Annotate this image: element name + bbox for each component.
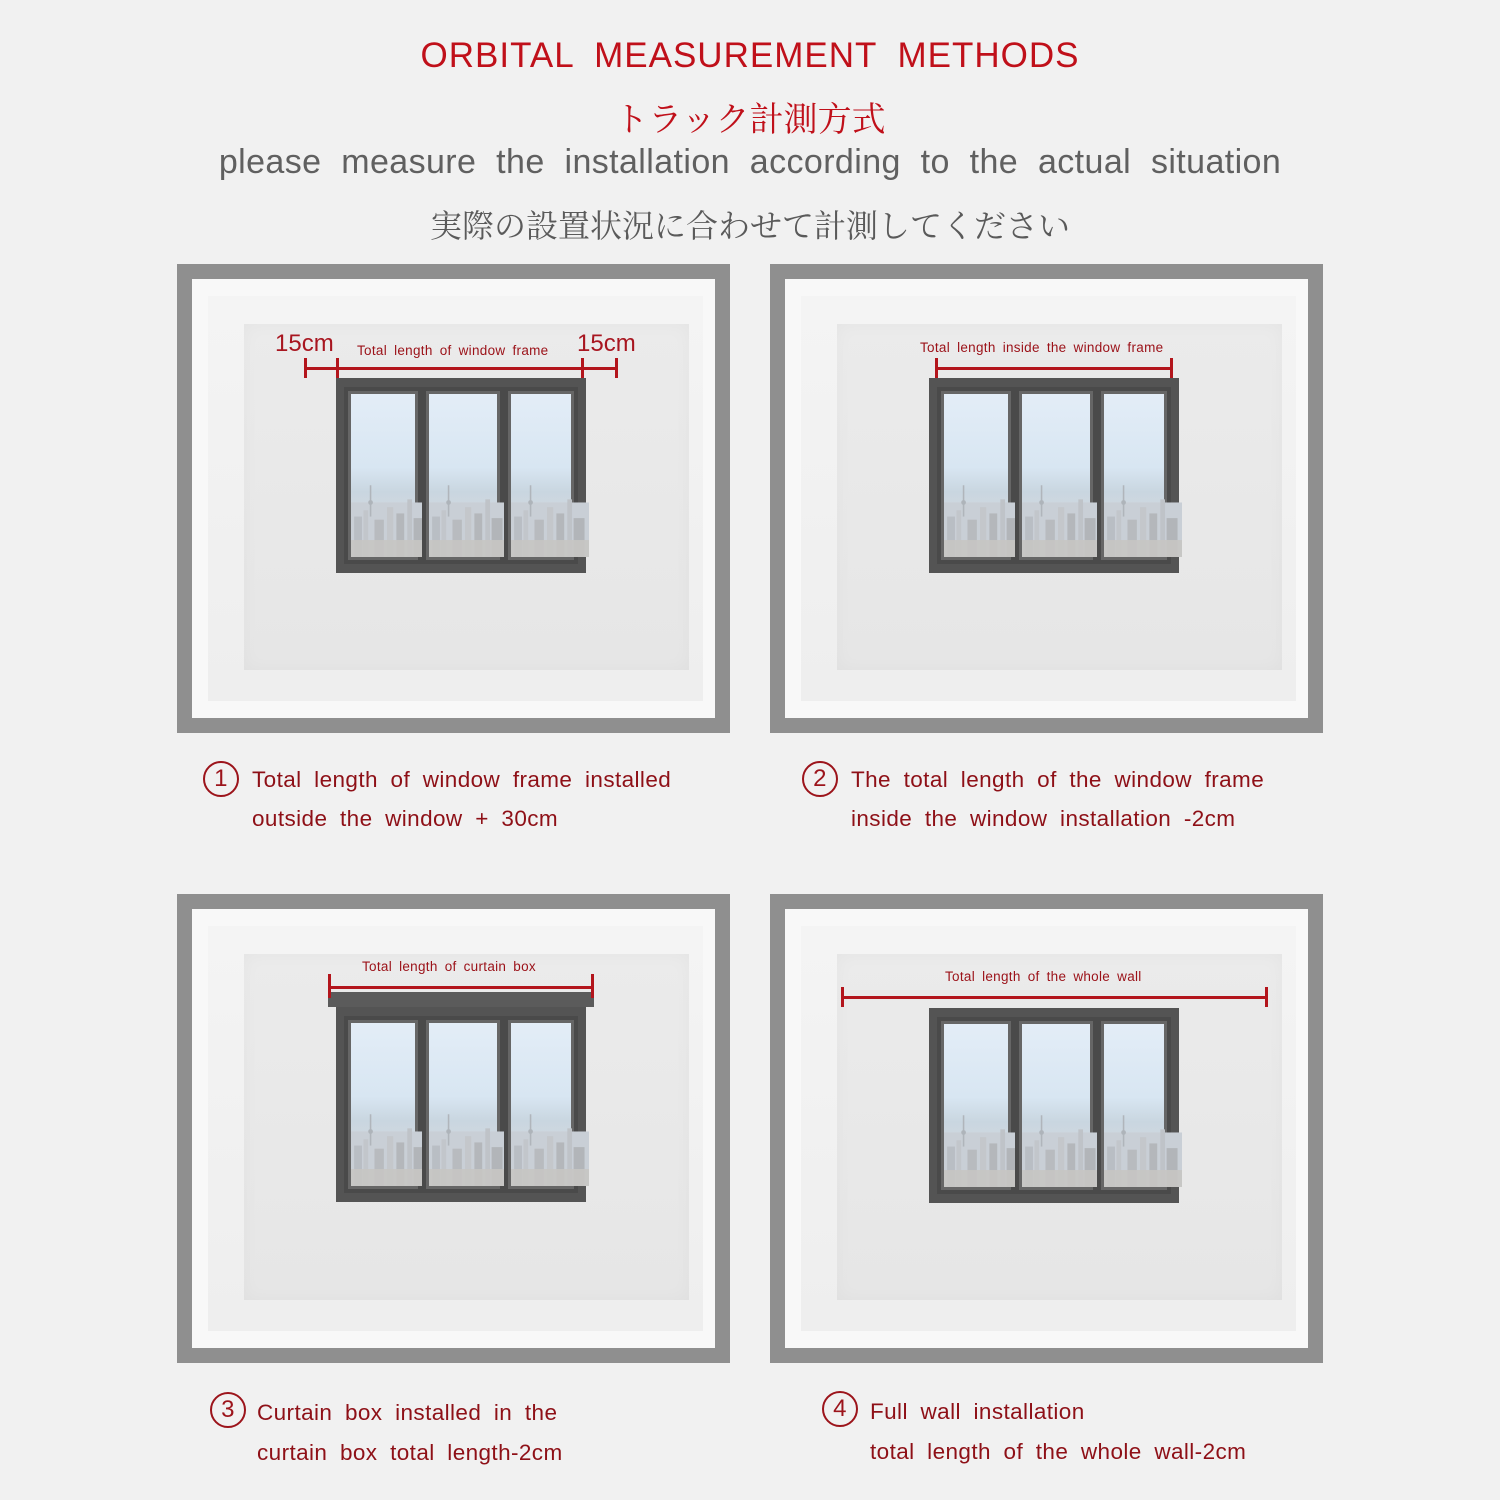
window-pane xyxy=(1015,1017,1097,1194)
window-pane xyxy=(344,387,422,564)
window-pane xyxy=(937,387,1015,564)
dimension-tick xyxy=(591,974,594,998)
diagram-panel-whole-wall xyxy=(770,894,1323,1363)
number-circle-icon: 4 xyxy=(822,1391,858,1427)
window-illustration xyxy=(336,378,586,573)
dimension-tick xyxy=(935,358,938,378)
window-illustration xyxy=(929,378,1179,573)
dimension-line xyxy=(305,367,617,370)
window-pane xyxy=(422,1016,504,1193)
page-title-japanese: トラック計測方式 xyxy=(614,100,886,140)
dimension-line xyxy=(329,986,593,989)
dimension-tick xyxy=(1170,358,1173,378)
window-illustration xyxy=(929,1008,1179,1203)
dimension-tick xyxy=(304,358,307,378)
dimension-line xyxy=(936,367,1171,370)
dimension-label: Total length of curtain box xyxy=(362,959,536,974)
dimension-tick xyxy=(841,987,844,1007)
right-margin-label: 15cm xyxy=(577,330,636,357)
number-circle-icon: 3 xyxy=(210,1392,246,1428)
caption-line: curtain box total length-2cm xyxy=(257,1440,563,1465)
page-title: ORBITAL MEASUREMENT METHODS xyxy=(420,36,1080,75)
instruction-text-japanese: 実際の設置状況に合わせて計測してください xyxy=(429,207,1070,245)
dimension-tick xyxy=(336,358,339,378)
caption-line: Full wall installation xyxy=(870,1399,1085,1424)
window-pane xyxy=(504,1016,578,1193)
dimension-tick xyxy=(328,974,331,998)
window-pane xyxy=(937,1017,1015,1194)
curtain-box xyxy=(328,992,594,1007)
caption-line: Curtain box installed in the xyxy=(257,1400,558,1425)
window-pane xyxy=(422,387,504,564)
instruction-text: please measure the installation according to the actual situation xyxy=(218,143,1282,181)
caption-line: Total length of window frame installed xyxy=(252,767,672,792)
dimension-label: Total length of window frame xyxy=(357,343,549,358)
left-margin-label: 15cm xyxy=(275,330,334,357)
dimension-label: Total length inside the window frame xyxy=(920,340,1164,355)
number-circle-icon: 2 xyxy=(802,761,838,797)
diagram-panel-curtain-box xyxy=(177,894,730,1363)
diagram-panel-inside-frame xyxy=(770,264,1323,733)
window-pane xyxy=(1097,387,1171,564)
dimension-tick xyxy=(615,358,618,378)
window-pane xyxy=(344,1016,422,1193)
number-circle-icon: 1 xyxy=(203,761,239,797)
dimension-tick xyxy=(1265,987,1268,1007)
window-pane xyxy=(1015,387,1097,564)
window-pane xyxy=(504,387,578,564)
caption-line: outside the window + 30cm xyxy=(252,806,559,831)
diagram-panel-outside-frame xyxy=(177,264,730,733)
window-illustration xyxy=(336,1007,586,1202)
caption-line: The total length of the window frame xyxy=(851,767,1265,792)
caption-line: inside the window installation -2cm xyxy=(851,806,1236,831)
dimension-line xyxy=(842,996,1267,999)
caption-line: total length of the whole wall-2cm xyxy=(870,1439,1247,1464)
dimension-tick xyxy=(581,358,584,378)
dimension-label: Total length of the whole wall xyxy=(945,969,1142,984)
window-pane xyxy=(1097,1017,1171,1194)
